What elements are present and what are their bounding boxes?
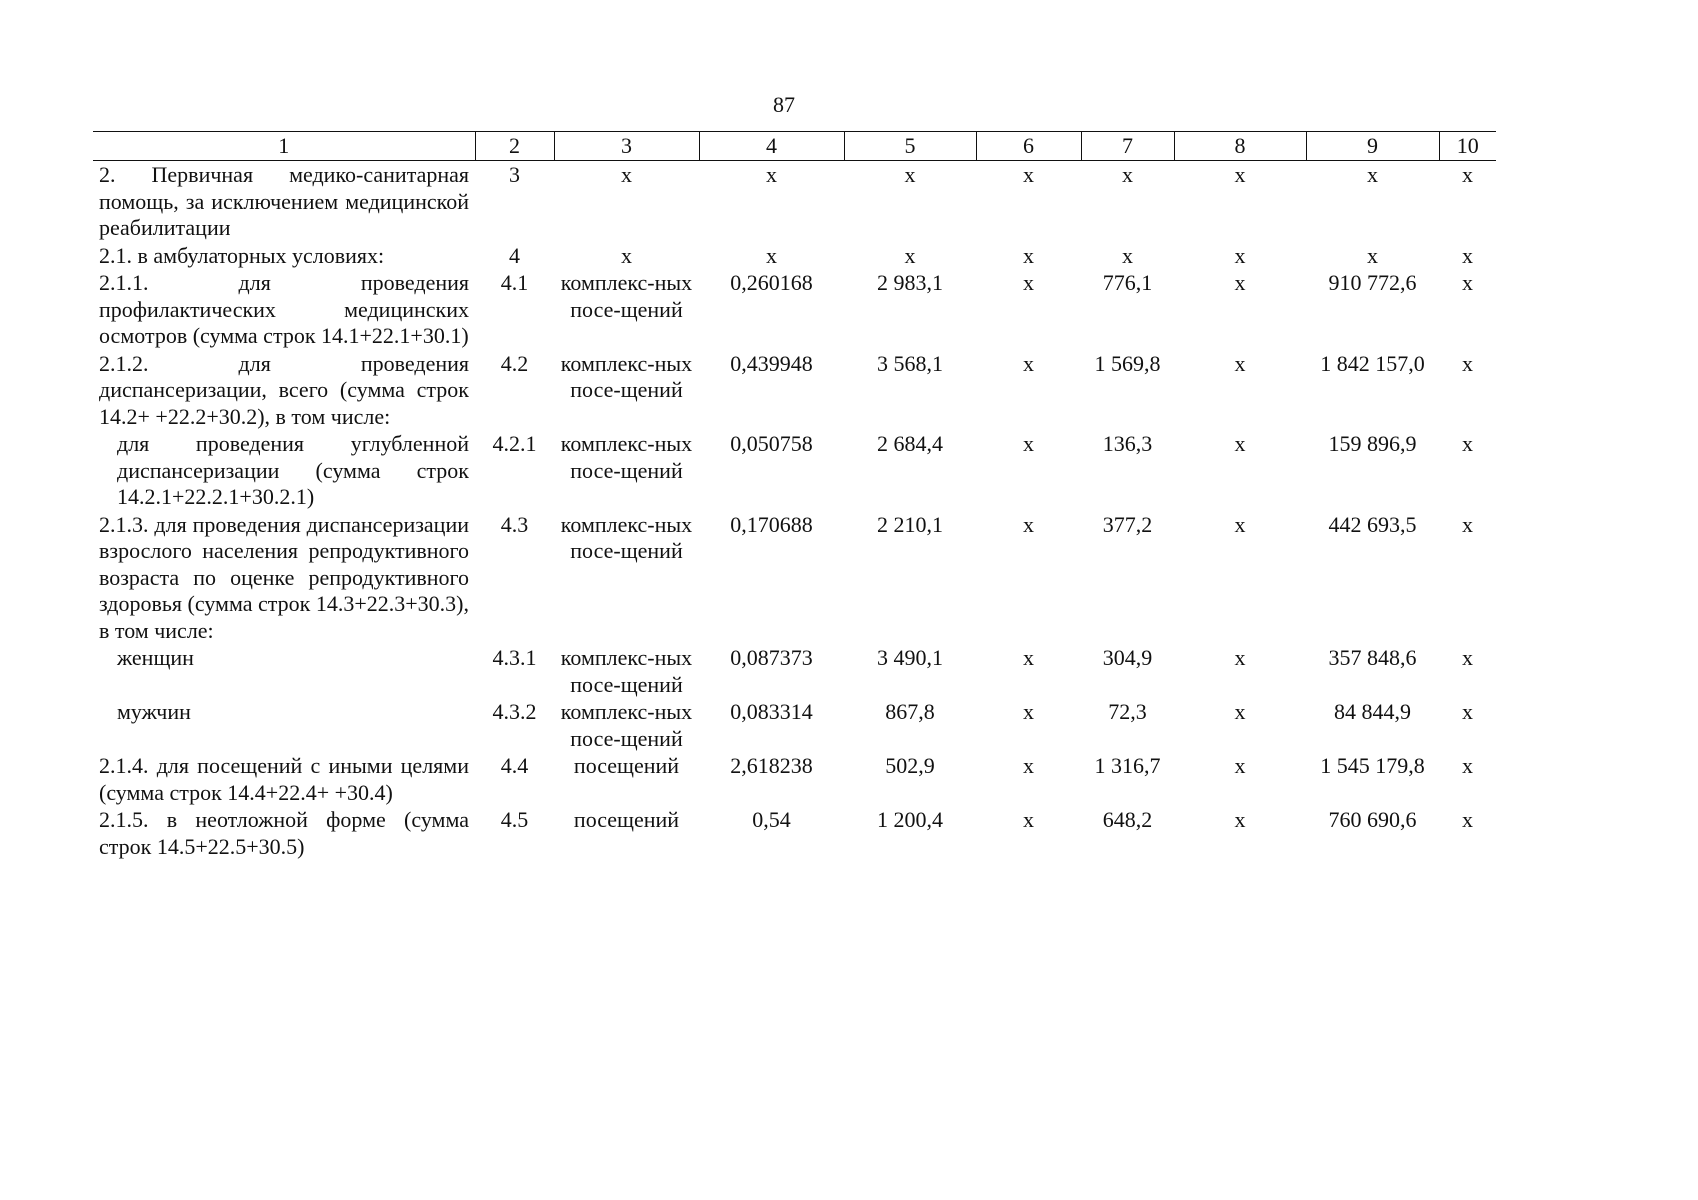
row-col10: х: [1462, 162, 1473, 187]
row-col10: х: [1462, 753, 1473, 778]
row-unit: посещений: [573, 753, 680, 778]
row-col4: 0,439948: [730, 350, 813, 376]
table-row: [93, 698, 1496, 752]
row-col4: 2,618238: [730, 753, 813, 778]
row-unit: комплекс-ных посе-щений: [560, 511, 693, 563]
row-col7: 72,3: [1108, 699, 1147, 724]
row-col5: 3 490,1: [877, 645, 943, 670]
row-code: 4.5: [500, 807, 529, 832]
row-col7: 776,1: [1102, 270, 1153, 295]
row-unit: х: [621, 242, 632, 268]
row-col8: х: [1234, 431, 1246, 456]
row-col4: х: [766, 242, 777, 268]
row-col9: 357 848,6: [1328, 645, 1417, 670]
row-code: 4.3: [500, 511, 529, 537]
row-col6: х: [1023, 350, 1034, 376]
table-row: [93, 511, 1496, 645]
row-col9: 159 896,9: [1328, 431, 1417, 456]
column-header: 2: [475, 132, 554, 161]
row-col6: х: [1023, 162, 1034, 187]
row-col9: х: [1367, 242, 1378, 268]
row-name: для проведения углубленной диспансеризации (сумма строк 14.2.1+22.2.1+30.2.1): [117, 431, 469, 509]
row-col6: х: [1023, 270, 1034, 295]
row-col7: 136,3: [1102, 431, 1153, 456]
row-code: 3: [509, 162, 520, 187]
row-col8: х: [1234, 753, 1246, 778]
row-col7: 1 569,8: [1094, 350, 1161, 376]
row-col10: х: [1462, 431, 1473, 456]
column-header: 10: [1439, 132, 1496, 161]
row-col4: 0,087373: [730, 645, 813, 670]
row-code: 4.2: [500, 350, 529, 376]
table-row: [93, 161, 1496, 242]
row-name: женщин: [117, 645, 194, 670]
row-name: мужчин: [117, 699, 191, 724]
table-row: [93, 350, 1496, 431]
row-col5: 3 568,1: [877, 350, 943, 376]
row-col8: х: [1234, 350, 1246, 376]
row-col7: х: [1122, 242, 1133, 268]
row-col6: х: [1023, 431, 1034, 456]
column-header: 8: [1174, 132, 1306, 161]
row-code: 4.1: [500, 270, 529, 295]
row-col10: х: [1462, 807, 1473, 832]
row-col9: 760 690,6: [1328, 807, 1417, 832]
row-col10: х: [1462, 242, 1473, 268]
column-header: 4: [699, 132, 844, 161]
row-col10: х: [1462, 645, 1473, 670]
row-col10: х: [1462, 511, 1473, 537]
column-header: 3: [554, 132, 699, 161]
row-col6: х: [1023, 511, 1034, 537]
row-name: 2.1.5. в неотложной форме (сумма строк 14.5+22.5+30.5): [99, 807, 469, 859]
row-col5: 2 983,1: [877, 270, 943, 295]
table-row: [93, 806, 1496, 860]
row-col8: х: [1234, 511, 1246, 537]
row-name: 2.1.3. для проведения диспансеризации взрослого населения репродуктивного возраста по оценке репродуктивного здоровья (сумма строк 14.3+22.3+30.3), в том числе:: [99, 511, 469, 643]
row-col6: х: [1023, 645, 1034, 670]
row-col6: х: [1023, 699, 1034, 724]
row-col4: 0,050758: [730, 431, 813, 456]
row-col5: 867,8: [885, 699, 935, 724]
row-col5: 1 200,4: [877, 807, 943, 832]
row-col8: х: [1234, 270, 1246, 295]
column-header: 9: [1306, 132, 1439, 161]
row-col4: 0,54: [752, 807, 791, 832]
row-col10: х: [1462, 270, 1473, 295]
row-col9: 910 772,6: [1328, 270, 1417, 295]
row-col4: 0,260168: [730, 270, 813, 295]
page-number: 87: [773, 92, 795, 117]
row-unit: комплекс-ных посе-щений: [560, 699, 693, 751]
row-code: 4.2.1: [492, 431, 537, 456]
row-col4: х: [766, 162, 777, 187]
row-name: 2.1. в амбулаторных условиях:: [99, 242, 385, 268]
row-name: 2. Первичная медико-санитарная помощь, за исключением медицинской реабилитации: [99, 162, 469, 240]
row-unit: комплекс-ных посе-щений: [560, 431, 693, 483]
row-col5: 2 684,4: [877, 431, 943, 456]
row-col5: 2 210,1: [877, 511, 943, 537]
row-col5: х: [904, 162, 916, 187]
row-name: 2.1.2. для проведения диспансеризации, всего (сумма строк 14.2+ +22.2+30.2), в том числе:: [99, 350, 469, 429]
row-col5: 502,9: [885, 753, 935, 778]
row-col6: х: [1023, 753, 1034, 778]
column-header: 5: [844, 132, 976, 161]
row-col8: х: [1234, 242, 1246, 268]
row-code: 4: [509, 242, 520, 268]
row-col4: 0,170688: [730, 511, 813, 537]
row-col8: х: [1234, 645, 1246, 670]
row-col6: х: [1023, 242, 1034, 268]
row-col4: 0,083314: [730, 699, 813, 724]
row-col10: х: [1462, 699, 1473, 724]
row-name: 2.1.4. для посещений с иными целями (сумма строк 14.4+22.4+ +30.4): [99, 753, 469, 805]
row-name: 2.1.1. для проведения профилактических медицинских осмотров (сумма строк 14.1+22.1+30.1): [99, 270, 469, 348]
data-table: [93, 131, 1496, 860]
row-code: 4.3.1: [492, 645, 537, 670]
row-code: 4.4: [500, 753, 529, 778]
row-col6: х: [1023, 807, 1034, 832]
row-col9: 1 842 157,0: [1320, 350, 1425, 376]
row-col9: 442 693,5: [1328, 511, 1417, 537]
column-header: 6: [976, 132, 1081, 161]
row-col8: х: [1234, 807, 1246, 832]
row-col5: х: [904, 242, 916, 268]
row-col8: х: [1234, 699, 1246, 724]
row-col9: 1 545 179,8: [1320, 753, 1425, 778]
row-unit: комплекс-ных посе-щений: [560, 645, 693, 697]
table-header-row: [93, 132, 1496, 161]
row-col10: х: [1462, 350, 1473, 376]
row-unit: х: [621, 162, 632, 187]
row-unit: комплекс-ных посе-щений: [560, 350, 693, 402]
row-col7: 377,2: [1102, 511, 1153, 537]
row-col9: х: [1367, 162, 1378, 187]
row-col8: х: [1234, 162, 1246, 187]
table-row: [93, 752, 1496, 806]
row-code: 4.3.2: [492, 699, 537, 724]
row-col7: 648,2: [1102, 807, 1153, 832]
column-header: 7: [1081, 132, 1174, 161]
table-row: [93, 242, 1496, 270]
row-col7: х: [1122, 162, 1133, 187]
table-row: [93, 644, 1496, 698]
table-row: [93, 269, 1496, 350]
row-unit: посещений: [573, 807, 680, 832]
row-col9: 84 844,9: [1334, 699, 1411, 724]
table-row: [93, 430, 1496, 511]
row-col7: 304,9: [1102, 645, 1153, 670]
column-header: 1: [93, 132, 475, 161]
row-col7: 1 316,7: [1094, 753, 1161, 778]
row-unit: комплекс-ных посе-щений: [560, 270, 693, 322]
